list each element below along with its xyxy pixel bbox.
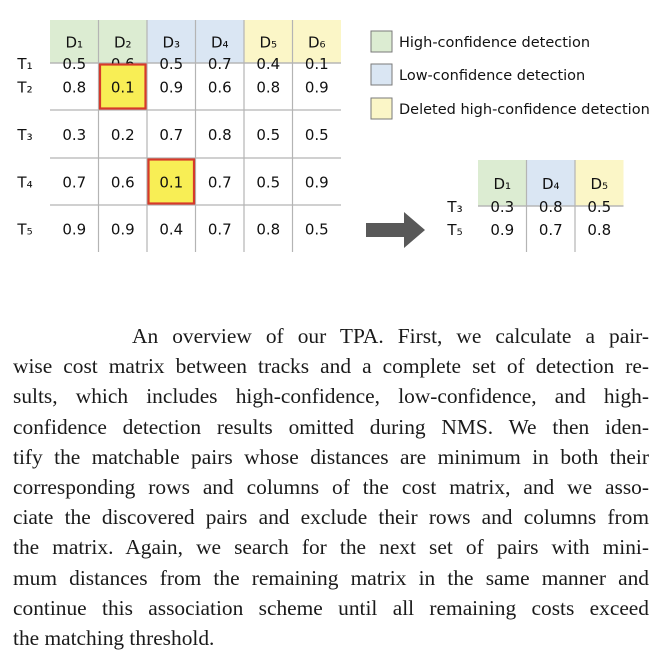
arrow-icon: [366, 212, 425, 248]
matrix-cost-value: 0.5: [304, 220, 329, 239]
matrix-cost-value: 0.5: [256, 126, 281, 144]
matrix-cost-value: 0.9: [304, 78, 329, 97]
matrix-row-label: T₅: [17, 220, 33, 239]
caption-line: ciate the discovered pairs and exclude their rows and columns from: [13, 505, 649, 530]
remaining-cost-value: 0.5: [587, 198, 612, 216]
caption-line: sults, which includes high-confidence, low-confidence, and high-: [13, 384, 649, 409]
matrix-cost-value: 0.9: [62, 220, 87, 239]
matrix-cost-value: 0.4: [159, 220, 184, 239]
caption-line: tify the matchable pairs whose distances are minimum in both their: [13, 444, 649, 469]
caption-line: An overview of our TPA. First, we calculate a pair-: [132, 324, 649, 348]
matrix-column-label: D₅: [259, 33, 278, 52]
remaining-row-label: T₅: [447, 221, 463, 239]
matrix-cost-value: 0.3: [62, 126, 87, 144]
remaining-column-label: D₅: [590, 175, 609, 193]
matrix-cost-value: 0.7: [207, 55, 232, 73]
caption-line: the matching threshold.: [13, 626, 215, 651]
remaining-cost-value: 0.8: [538, 198, 563, 216]
matrix-cost-value: 0.9: [110, 220, 135, 239]
matrix-cost-value: 0.5: [256, 173, 281, 192]
caption-line: the matrix. Again, we search for the next set of pairs with mini-: [13, 535, 649, 560]
matrix-cost-value: 0.5: [159, 55, 184, 73]
matrix-column-label: D₃: [162, 33, 181, 52]
legend-label: Low-confidence detection: [399, 68, 586, 84]
matrix-cost-value: 0.8: [62, 78, 87, 97]
remaining-column-label: D₁: [493, 175, 512, 193]
matrix-cost-value: 0.2: [110, 126, 135, 144]
matrix-cost-value: 0.7: [159, 126, 184, 144]
remaining-row-label: T₃: [447, 198, 463, 216]
matrix-column-label: D₆: [307, 33, 326, 52]
legend-swatch-high: [371, 31, 392, 52]
matrix-cost-value: 0.4: [256, 55, 281, 73]
matrix-row-label: T₄: [17, 173, 33, 192]
matrix-row-label: T₁: [17, 55, 33, 73]
caption-line: corresponding rows and columns of the cost matrix, and we asso-: [13, 475, 649, 500]
matrix-column-label: D₄: [210, 33, 229, 52]
matrix-row-label: T₂: [17, 78, 33, 97]
matrix-cost-value: 0.7: [207, 220, 232, 239]
remaining-cost-value: 0.3: [490, 198, 515, 216]
matrix-cost-value: 0.8: [207, 126, 232, 144]
caption-line: mum distances from the remaining matrix in the same manner and: [13, 565, 649, 590]
remaining-cost-value: 0.9: [490, 221, 515, 239]
matrix-cost-value: 0.1: [159, 173, 184, 192]
matrix-cost-value: 0.8: [256, 78, 281, 97]
matrix-cost-value: 0.7: [62, 173, 87, 192]
caption-line: continue this association scheme until all remaining costs exceed: [13, 595, 649, 620]
matrix-cost-value: 0.6: [207, 78, 232, 97]
matrix-column-label: D₂: [113, 33, 132, 52]
matrix-cost-value: 0.9: [159, 78, 184, 97]
legend-swatch-low: [371, 64, 392, 85]
matrix-cost-value: 0.5: [304, 126, 329, 144]
caption-line: confidence detection results omitted during NMS. We then iden-: [13, 414, 649, 439]
remaining-cost-value: 0.7: [538, 221, 563, 239]
matrix-cost-value: 0.9: [304, 173, 329, 192]
matrix-cost-value: 0.6: [110, 173, 135, 192]
matrix-cost-value: 0.7: [207, 173, 232, 192]
matrix-column-label: D₁: [65, 33, 84, 52]
remaining-cost-value: 0.8: [587, 221, 612, 239]
legend-swatch-deleted: [371, 98, 392, 119]
figure-caption: [13, 321, 649, 653]
matrix-cost-value: 0.8: [256, 220, 281, 239]
matrix-cost-value: 0.5: [62, 55, 87, 73]
tpa-figure: [0, 0, 670, 310]
caption-line: wise cost matrix between tracks and a complete set of detection re-: [13, 354, 649, 379]
legend-label: High-confidence detection: [399, 35, 591, 51]
legend-label: Deleted high-confidence detection: [399, 102, 650, 118]
remaining-column-label: D₄: [541, 175, 560, 193]
matrix-cost-value: 0.1: [110, 78, 135, 97]
matrix-cost-value: 0.1: [304, 55, 329, 73]
matrix-row-label: T₃: [17, 126, 33, 144]
